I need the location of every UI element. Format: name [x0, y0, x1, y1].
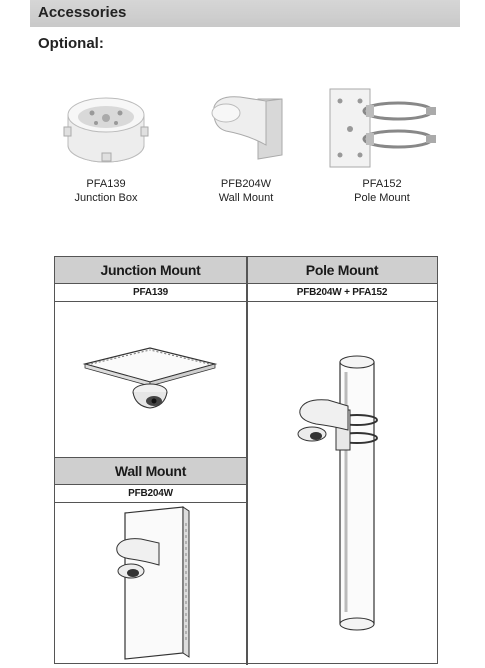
accessory-name: Junction Box — [74, 192, 138, 204]
accessory-name: Wall Mount — [218, 192, 274, 204]
pole-mount-icon — [322, 85, 442, 171]
junction-mount-illustration — [55, 302, 246, 452]
accessory-code: PFA152 — [362, 178, 402, 190]
junction-mount-cell — [55, 257, 246, 457]
pole-mount-parts: PFB204W + PFA152 — [248, 284, 437, 302]
junction-mount-parts: PFA139 — [55, 284, 246, 302]
accessory-pole-mount — [322, 85, 442, 205]
accessory-wall-mount — [186, 85, 306, 205]
pole-mount-illustration — [248, 302, 437, 662]
junction-mount-title: Junction Mount — [55, 257, 246, 284]
optional-label: Optional: — [38, 35, 104, 52]
wall-mount-title: Wall Mount — [55, 458, 246, 485]
accessory-code: PFB204W — [220, 178, 272, 190]
wall-mount-cell — [55, 457, 246, 665]
pole-mount-title: Pole Mount — [248, 257, 437, 284]
accessory-name: Pole Mount — [354, 192, 410, 204]
section-header-bar — [30, 0, 460, 27]
mount-options-table — [54, 256, 438, 664]
wall-mount-illustration — [55, 503, 246, 663]
pole-mount-cell — [248, 257, 437, 662]
accessory-junction-box — [46, 85, 166, 205]
wall-mount-parts: PFB204W — [55, 485, 246, 503]
accessory-code: PFA139 — [86, 178, 126, 190]
wall-mount-icon — [196, 85, 296, 171]
junction-box-icon — [56, 85, 156, 171]
section-title: Accessories — [38, 4, 127, 21]
